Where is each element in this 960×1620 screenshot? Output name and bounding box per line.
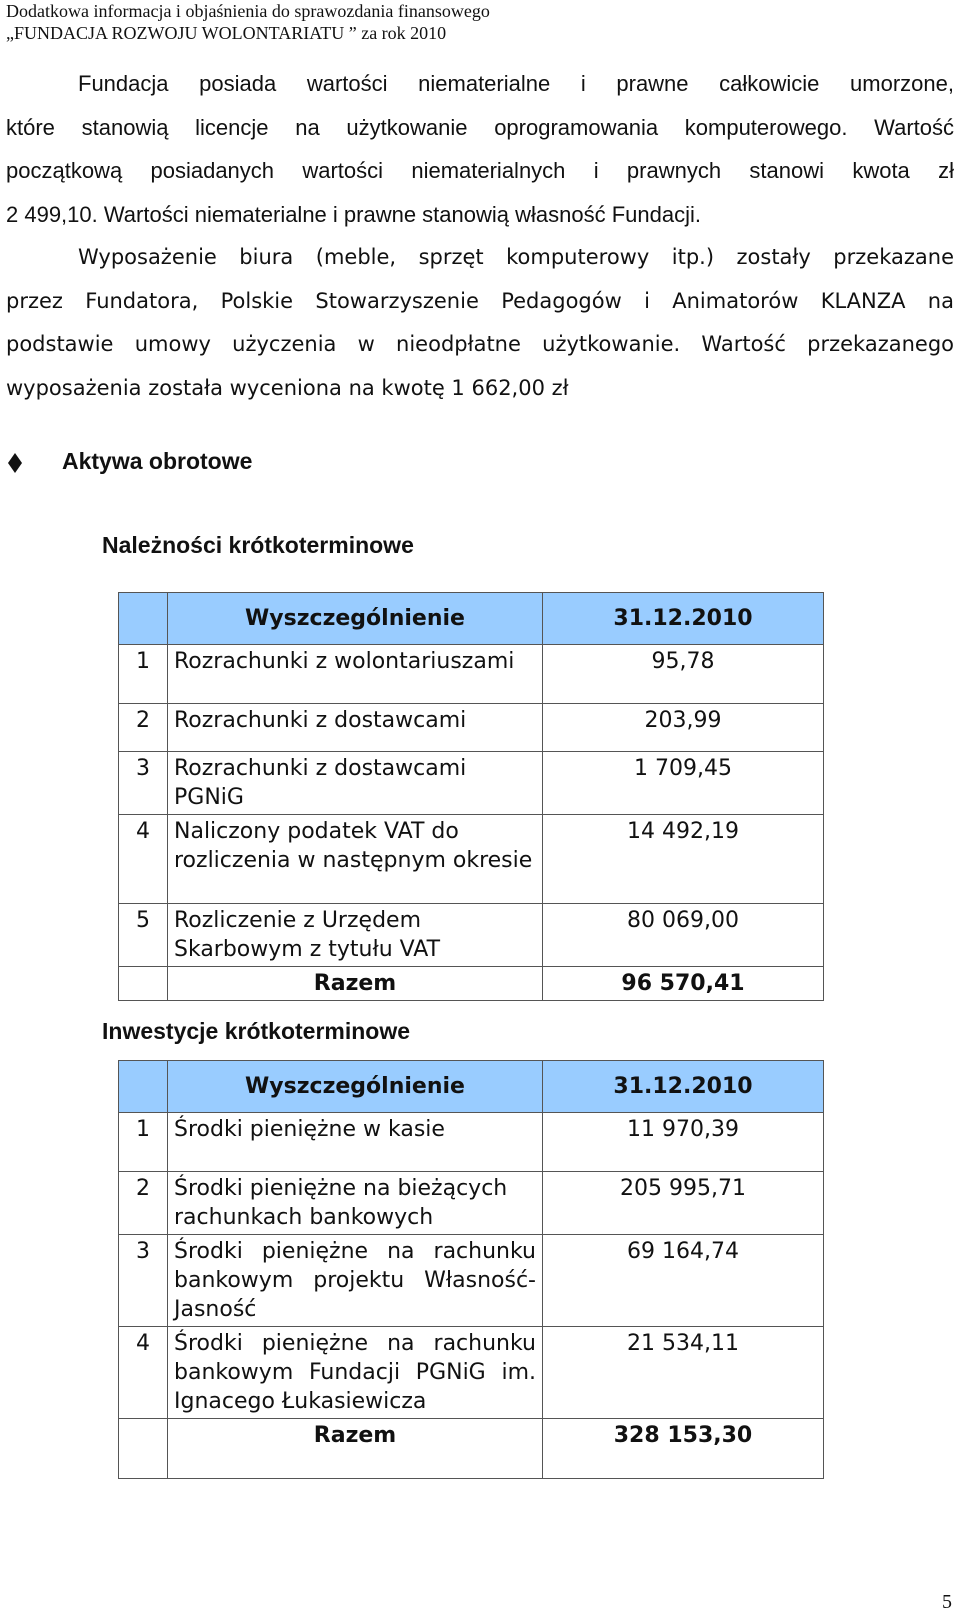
table-header-row (119, 1061, 824, 1113)
receivables-heading: Należności krótkoterminowe (102, 532, 414, 558)
table-row: 2 Środki pieniężne na bieżących rachunkach bankowych 205 995,71 (119, 1172, 824, 1235)
investments-heading: Inwestycje krótkoterminowe (102, 1018, 411, 1044)
table-row: 4 Naliczony podatek VAT do rozliczenia w następnym okresie 14 492,19 (119, 815, 824, 904)
paragraph-line: początkową posiadanych wartości niematerialnych i prawnych stanowi kwota zł (6, 158, 954, 183)
investments-table (118, 1060, 824, 1479)
paragraph-line: przez Fundatora, Polskie Stowarzyszenie Pedagogów i Animatorów KLANZA na (6, 288, 954, 313)
header-subtitle: „FUNDACJA ROZWOJU WOLONTARIATU ” za rok 2010 (6, 23, 447, 43)
header-title: Dodatkowa informacja i objaśnienia do sprawozdania finansowego (6, 1, 490, 21)
paragraph-line: podstawie umowy użyczenia w nieodpłatne użytkowanie. Wartość przekazanego (6, 332, 954, 356)
paragraph-line: Fundacja posiada wartości niematerialne i prawne całkowicie umorzone, (78, 71, 954, 96)
table-row: 5 Rozliczenie z Urzędem Skarbowym z tytułu VAT 80 069,00 (119, 904, 824, 967)
total-label: Razem (168, 967, 543, 1001)
paragraph-line: wyposażenia została wyceniona na kwotę 1 662,00 zł (6, 375, 569, 400)
table-row: 1 Rozrachunki z wolontariuszami 95,78 (119, 645, 824, 704)
table-total-row (119, 967, 824, 1001)
total-label: Razem (168, 1419, 543, 1479)
receivables-table (118, 592, 824, 1001)
column-header-description: Wyszczególnienie (168, 593, 543, 645)
document-header (6, 0, 490, 44)
column-header-description: Wyszczególnienie (168, 1061, 543, 1113)
table-row: 1 Środki pieniężne w kasie 11 970,39 (119, 1113, 824, 1172)
paragraph-line: Wyposażenie biura (meble, sprzęt komputerowy itp.) zostały przekazane (78, 245, 954, 269)
equipment-paragraph (6, 236, 954, 410)
table-header-row (119, 593, 824, 645)
table-total-row (119, 1419, 824, 1479)
diamond-bullet-icon (6, 452, 24, 474)
section-title: Aktywa obrotowe (62, 448, 253, 474)
column-header-date: 31.12.2010 (543, 1061, 824, 1113)
intangible-assets-paragraph (6, 62, 954, 236)
page-number: 5 (942, 1591, 952, 1613)
total-value: 96 570,41 (543, 967, 824, 1001)
table-row: 2 Rozrachunki z dostawcami 203,99 (119, 704, 824, 752)
total-value: 328 153,30 (543, 1419, 824, 1479)
table-row: 3 Środki pieniężne na rachunku bankowym projektu Własność-Jasność 69 164,74 (119, 1235, 824, 1327)
table-row: 4 Środki pieniężne na rachunku bankowym Fundacji PGNiG im. Ignacego Łukasiewicza 21 534,11 (119, 1327, 824, 1419)
paragraph-line: które stanowią licencje na użytkowanie oprogramowania komputerowego. Wartość (6, 114, 954, 140)
paragraph-line: 2 499,10. Wartości niematerialne i prawne stanowią własność Fundacji. (6, 201, 701, 227)
column-header-date: 31.12.2010 (543, 593, 824, 645)
table-row: 3 Rozrachunki z dostawcami PGNiG 1 709,45 (119, 752, 824, 815)
